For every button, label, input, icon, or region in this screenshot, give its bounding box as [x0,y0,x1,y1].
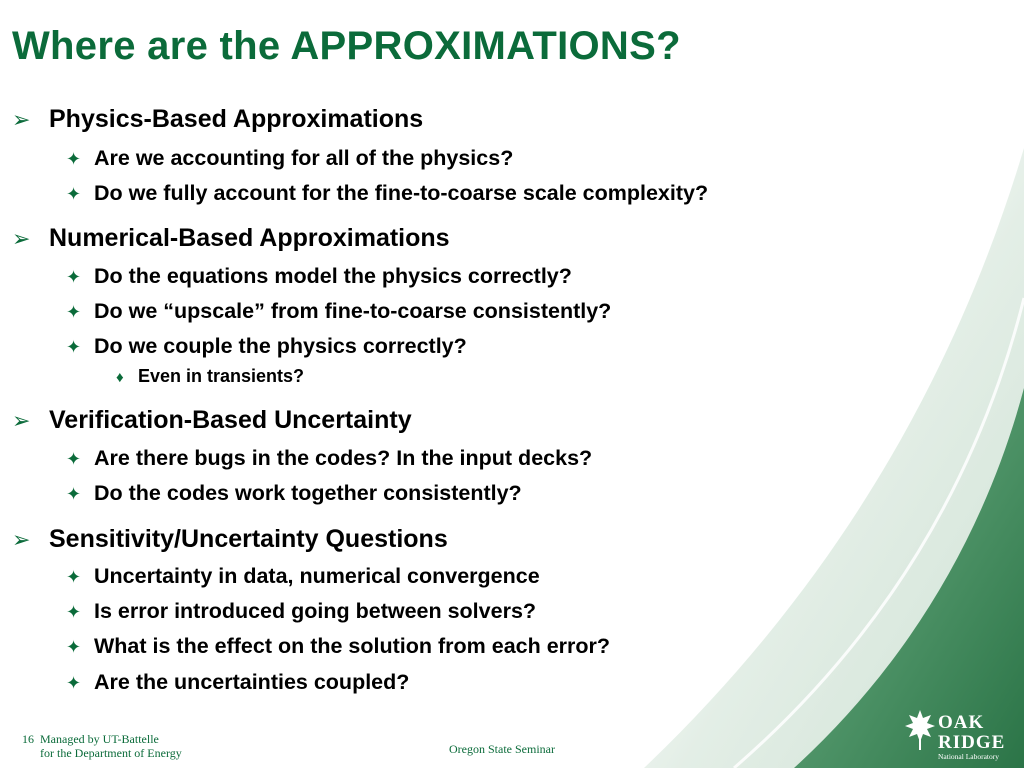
slide-title: Where are the APPROXIMATIONS? [12,24,681,68]
logo-subtitle: National Laboratory [938,752,1000,761]
footer-managed-by: 16 Managed by UT-Battelle for the Department of Energy [22,732,182,760]
logo-word-oak: OAK [938,712,985,733]
star-bullet-icon: ✦ [66,267,82,287]
leaf-icon [905,710,935,750]
section-heading-numerical: ➢ Numerical-Based Approximations [12,224,450,252]
star-bullet-icon: ✦ [66,602,82,622]
star-bullet-icon: ✦ [66,184,82,204]
section-heading-verification: ➢ Verification-Based Uncertainty [12,406,412,434]
logo-word-ridge: RIDGE [938,732,1006,753]
list-item: ✦ Are the uncertainties coupled? [66,670,410,694]
section-heading-physics: ➢ Physics-Based Approximations [12,105,424,133]
star-bullet-icon: ✦ [66,302,82,322]
sub-list-item: ♦ Even in transients? [116,366,305,386]
list-item: ✦ Are we accounting for all of the physics? [66,146,514,170]
oak-ridge-logo [904,706,1019,769]
arrow-bullet-icon: ➢ [12,107,31,132]
list-item: ✦ Do the codes work together consistently? [66,481,522,505]
star-bullet-icon: ✦ [66,637,82,657]
list-item: ✦ Do we fully account for the fine-to-coarse scale complexity? [66,181,709,205]
list-item: ✦ Is error introduced going between solvers? [66,599,537,623]
diamond-bullet-icon: ♦ [116,369,124,386]
star-bullet-icon: ✦ [66,673,82,693]
decorative-swoosh [604,148,1024,768]
list-item: ✦ What is the effect on the solution from each error? [66,634,611,658]
arrow-bullet-icon: ➢ [12,527,31,552]
star-bullet-icon: ✦ [66,337,82,357]
star-bullet-icon: ✦ [66,567,82,587]
star-bullet-icon: ✦ [66,449,82,469]
arrow-bullet-icon: ➢ [12,226,31,251]
list-item: ✦ Are there bugs in the codes? In the input decks? [66,446,593,470]
list-item: ✦ Do the equations model the physics correctly? [66,264,572,288]
footer-event-name: Oregon State Seminar [449,742,555,756]
page-number: 16 [22,732,34,746]
arrow-bullet-icon: ➢ [12,408,31,433]
list-item: ✦ Do we couple the physics correctly? [66,334,467,358]
star-bullet-icon: ✦ [66,149,82,169]
list-item: ✦ Do we “upscale” from fine-to-coarse consistently? [66,299,612,323]
list-item: ✦ Uncertainty in data, numerical convergence [66,564,540,588]
section-heading-sensitivity: ➢ Sensitivity/Uncertainty Questions [12,525,448,553]
star-bullet-icon: ✦ [66,484,82,504]
